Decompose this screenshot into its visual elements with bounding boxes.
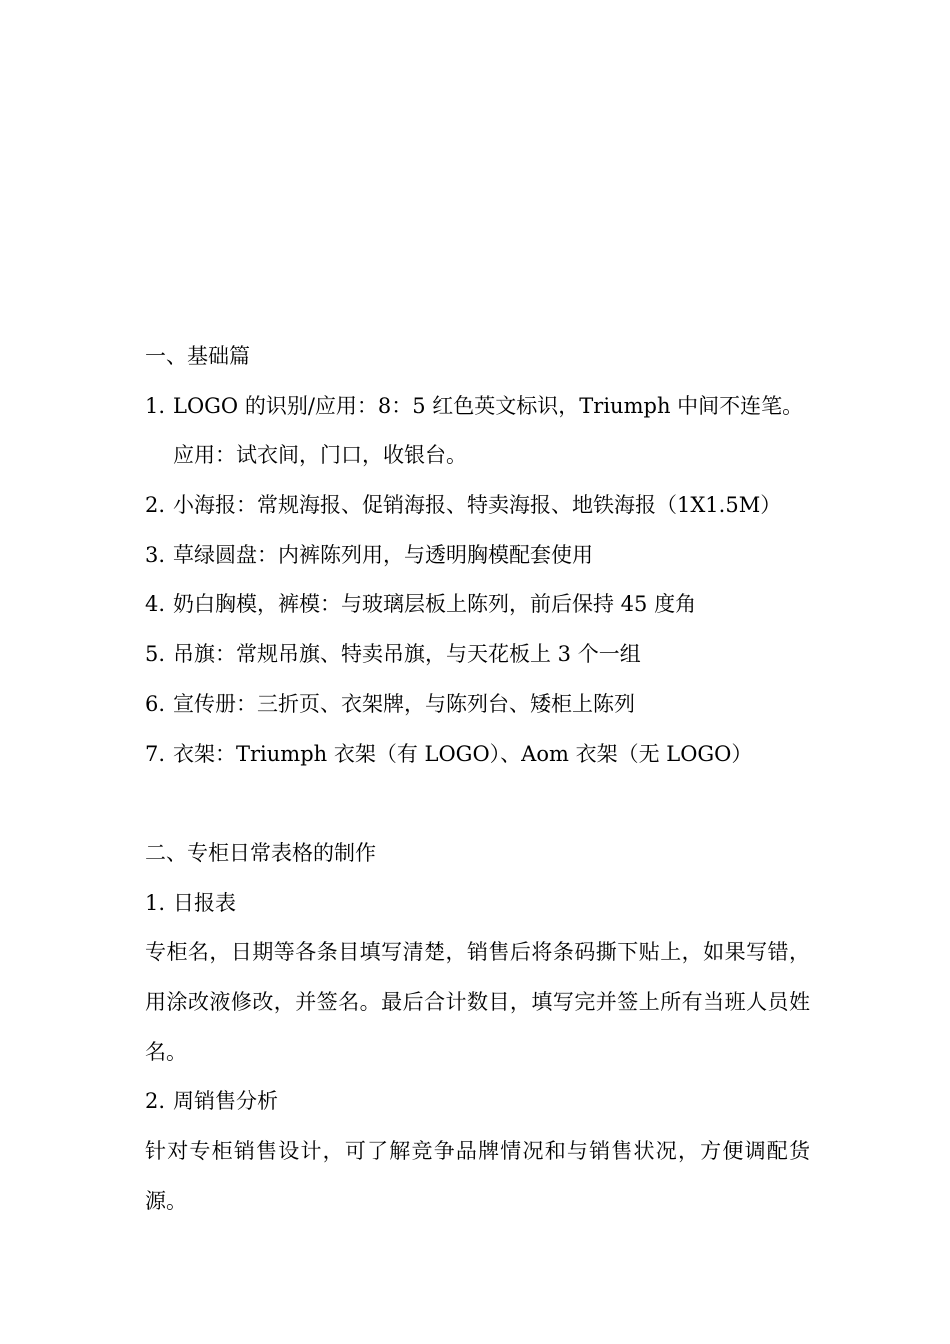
subsection-title-text: 日报表 — [173, 890, 236, 915]
section-heading-forms: 二、专柜日常表格的制作 — [145, 840, 376, 865]
subsection-body: 专柜名，日期等各条目填写清楚，销售后将条码撕下贴上，如果写错，用涂改液修改，并签名。最后合计数目，填写完并签上所有当班人员姓名。 — [145, 940, 810, 1064]
list-item-number: 7. — [145, 741, 166, 766]
list-item-text: 吊旗：常规吊旗、特卖吊旗，与天花板上 3 个一组 — [173, 642, 641, 667]
list-item — [145, 382, 810, 432]
section-spacer — [145, 779, 810, 829]
document-content — [145, 332, 810, 1226]
list-item-text: 应用：试衣间，门口，收银台。 — [173, 443, 467, 468]
subsection-number: 2. — [145, 1089, 166, 1114]
list-item-number: 5. — [145, 642, 166, 667]
list-item-continuation — [145, 431, 810, 481]
section-heading-basics: 一、基础篇 — [145, 344, 250, 368]
subsection-title — [145, 1077, 810, 1127]
list-item — [145, 730, 810, 780]
list-item-text: 草绿圆盘：内裤陈列用，与透明胸模配套使用 — [173, 542, 593, 567]
list-item — [145, 630, 810, 680]
list-item-number: 2. — [145, 493, 166, 518]
subsection-title — [145, 879, 810, 929]
list-item — [145, 531, 810, 581]
list-item-number: 1. — [145, 393, 166, 418]
subsection-title-text: 周销售分析 — [173, 1089, 278, 1114]
list-item-text: 宣传册：三折页、衣架牌，与陈列台、矮柜上陈列 — [173, 691, 635, 716]
subsection-body: 针对专柜销售设计，可了解竞争品牌情况和与销售状况，方便调配货源。 — [145, 1139, 810, 1213]
list-item-text: 奶白胸模，裤模：与玻璃层板上陈列，前后保持 45 度角 — [173, 592, 697, 617]
list-item-text: 衣架：Triumph 衣架（有 LOGO）、Aom 衣架（无 LOGO） — [173, 741, 753, 766]
list-item-text: LOGO 的识别/应用：8：5 红色英文标识，Triumph 中间不连笔。 — [173, 393, 804, 418]
subsection-number: 1. — [145, 890, 166, 915]
list-item — [145, 580, 810, 630]
list-item — [145, 481, 810, 531]
list-item — [145, 680, 810, 730]
list-item-number: 3. — [145, 542, 166, 567]
list-item-number: 4. — [145, 592, 166, 617]
list-item-number: 6. — [145, 691, 166, 716]
list-item-text: 小海报：常规海报、促销海报、特卖海报、地铁海报（1X1.5M） — [173, 493, 782, 518]
